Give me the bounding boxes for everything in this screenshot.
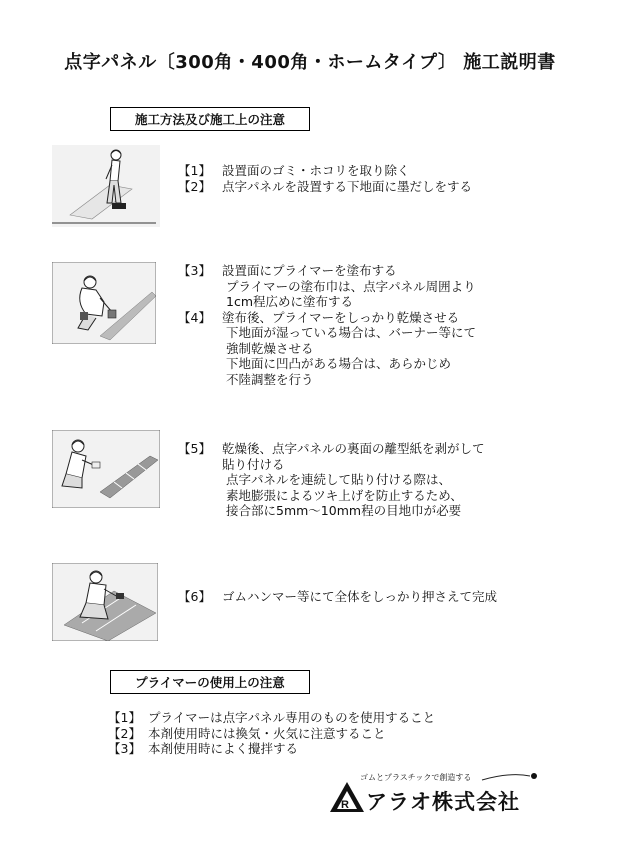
step-text: 1cm程広めに塗布する: [226, 294, 354, 309]
section-label-primer: プライマーの使用上の注意: [110, 670, 310, 694]
step-text: 点字パネルを連続して貼り付ける際は、: [226, 472, 452, 487]
note-text: プライマーは点字パネル専用のものを使用すること: [148, 710, 436, 725]
step-number: 【6】: [178, 589, 211, 604]
step-text: 乾燥後、点字パネルの裏面の離型紙を剥がして: [222, 441, 485, 456]
step-text: 下地面が湿っている場合は、バーナー等にて: [226, 325, 477, 340]
steps-group-4: [178, 589, 497, 605]
illustration-hammering: [52, 563, 158, 641]
steps-group-3: [178, 441, 485, 519]
company-tagline: ゴムとプラスチックで創造する: [360, 773, 472, 782]
step-text: 設置面にプライマーを塗布する: [222, 263, 397, 278]
step-text: 塗布後、プライマーをしっかり乾燥させる: [222, 309, 460, 325]
illustration-laying: [52, 430, 160, 508]
illustration-primer: [52, 262, 156, 344]
company-name: アラオ株式会社: [366, 790, 520, 814]
step-number: 【2】: [178, 178, 211, 194]
step-text: 点字パネルを設置する下地面に墨だしをする: [222, 178, 473, 194]
step-text: 設置面のゴミ・ホコリを取り除く: [222, 163, 410, 178]
company-logo: [330, 768, 540, 818]
step-text: 素地膨張によるツキ上げを防止するため、: [226, 487, 463, 503]
step-number: 【1】: [178, 163, 211, 178]
step-number: 【4】: [178, 309, 211, 325]
note-number: 【2】: [108, 725, 141, 741]
steps-group-1: [178, 163, 472, 194]
svg-text:R: R: [341, 799, 349, 811]
company-mark-icon: [330, 782, 364, 812]
primer-notes: [108, 710, 435, 757]
step-text: 下地面に凹凸がある場合は、あらかじめ: [226, 356, 452, 371]
tagline-swoosh-icon: [480, 770, 540, 784]
step-text: ゴムハンマー等にて全体をしっかり押さえて完成: [222, 589, 498, 604]
step-text: 不陸調整を行う: [226, 371, 314, 387]
note-number: 【3】: [108, 741, 141, 756]
steps-group-2: [178, 263, 476, 387]
note-text: 本剤使用時によく攪拌する: [148, 741, 299, 756]
step-text: 貼り付ける: [222, 456, 285, 472]
step-text: 強制乾燥させる: [226, 340, 314, 356]
step-text: 接合部に5mm〜10mm程の目地巾が必要: [226, 503, 462, 518]
section-label-construction: 施工方法及び施工上の注意: [110, 107, 310, 131]
illustration-cleaning: [52, 145, 160, 227]
document-title: 点字パネル〔300角・400角・ホームタイプ〕 施工説明書: [64, 52, 556, 73]
step-number: 【3】: [178, 263, 211, 278]
note-text: 本剤使用時には換気・火気に注意すること: [148, 725, 386, 741]
note-number: 【1】: [108, 710, 141, 725]
step-text: プライマーの塗布巾は、点字パネル周囲より: [226, 278, 476, 294]
step-number: 【5】: [178, 441, 211, 456]
